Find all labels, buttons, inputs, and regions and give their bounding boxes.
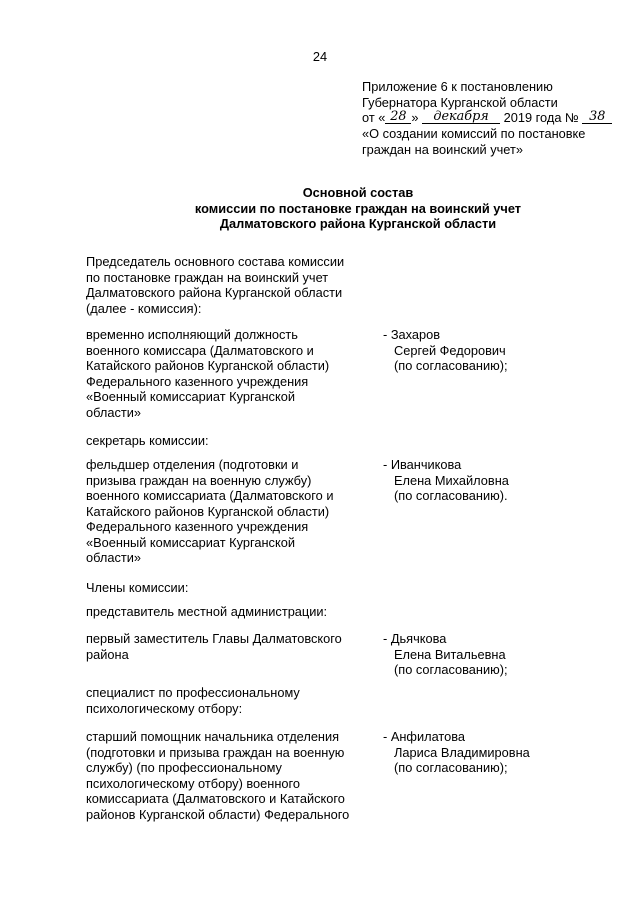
position-line: Федерального казенного учреждения xyxy=(86,519,309,534)
name-given: Елена Михайловна xyxy=(394,472,509,488)
chairman-line: Далматовского района Курганской области xyxy=(86,285,343,300)
entry-position xyxy=(86,631,376,662)
position-line: (подготовки и призыва граждан на военную xyxy=(86,744,345,760)
name-given: Сергей Федорович xyxy=(394,342,506,358)
position-line: военного комиссара (Далматовского и xyxy=(86,342,314,358)
position-line: Федерального казенного учреждения xyxy=(86,373,309,389)
position-line: «Военный комиссариат Курганской xyxy=(86,389,295,404)
psych-line: психологическому отбору: xyxy=(86,700,243,716)
position-line: области» xyxy=(86,550,141,565)
date-quote: » xyxy=(411,110,419,125)
name-surname: - Анфилатова xyxy=(383,729,466,744)
position-line: района xyxy=(86,646,129,662)
name-surname: - Иванчикова xyxy=(383,457,462,472)
psych-label xyxy=(86,685,300,716)
title-line: Основной состав xyxy=(302,185,414,200)
position-line: фельдшер отделения (подготовки и xyxy=(86,457,299,472)
chairman-line: Председатель основного состава комиссии xyxy=(86,254,345,269)
position-line: старший помощник начальника отделения xyxy=(86,729,340,744)
entry-position xyxy=(86,327,376,420)
name-note: (по согласованию); xyxy=(394,662,508,677)
name-surname: - Дьячкова xyxy=(383,631,447,646)
name-given: Елена Витальевна xyxy=(394,646,506,662)
handwritten-number: 38 xyxy=(582,110,612,124)
name-note: (по согласованию); xyxy=(394,760,508,775)
position-line: области» xyxy=(86,404,141,420)
date-prefix: от « xyxy=(362,110,386,125)
position-line: Катайского районов Курганской области) xyxy=(86,503,330,519)
page-number: 24 xyxy=(312,49,328,64)
appendix-line: «О создании комиссий по постановке xyxy=(362,126,586,141)
members-label: Члены комиссии: xyxy=(86,580,189,595)
entry-name xyxy=(383,457,623,504)
position-line: службу) (по профессиональному xyxy=(86,760,282,775)
appendix-header xyxy=(362,79,622,157)
appendix-line: граждан на воинский учет» xyxy=(362,141,523,157)
position-line: психологическому отбору) военного xyxy=(86,775,301,791)
psych-line: специалист по профессиональному xyxy=(86,685,300,700)
appendix-line: Приложение 6 к постановлению xyxy=(362,79,553,94)
title-line: комиссии по постановке граждан на воинский учет xyxy=(194,200,522,216)
name-note: (по согласованию); xyxy=(394,358,508,373)
name-given: Лариса Владимировна xyxy=(394,744,530,760)
local-admin-label: представитель местной администрации: xyxy=(86,604,328,619)
position-line: временно исполняющий должность xyxy=(86,327,298,342)
date-year: 2019 года № xyxy=(503,110,579,125)
handwritten-month: декабря xyxy=(422,110,500,124)
name-note: (по согласованию). xyxy=(394,488,508,503)
position-line: районов Курганской области) Федерального xyxy=(86,806,350,822)
appendix-date-line xyxy=(362,110,622,126)
entry-name xyxy=(383,729,623,776)
chairman-line: (далее - комиссия): xyxy=(86,300,202,316)
position-line: военного комиссариата (Далматовского и xyxy=(86,488,334,503)
chairman-label xyxy=(86,254,386,316)
position-line: первый заместитель Главы Далматовского xyxy=(86,631,342,646)
position-line: комиссариата (Далматовского и Катайского xyxy=(86,791,345,806)
entry-name xyxy=(383,327,623,374)
entry-name xyxy=(383,631,623,678)
appendix-line: Губернатора Курганской области xyxy=(362,94,558,110)
chairman-line: по постановке граждан на воинский учет xyxy=(86,269,329,285)
entry-position xyxy=(86,457,376,566)
document-title xyxy=(0,185,640,232)
title-line: Далматовского района Курганской области xyxy=(219,216,497,231)
position-line: «Военный комиссариат Курганской xyxy=(86,534,295,550)
handwritten-day: 28 xyxy=(385,110,411,124)
name-surname: - Захаров xyxy=(383,327,441,342)
position-line: призыва граждан на военную службу) xyxy=(86,472,312,488)
position-line: Катайского районов Курганской области) xyxy=(86,358,330,373)
secretary-label: секретарь комиссии: xyxy=(86,433,209,448)
entry-position xyxy=(86,729,376,822)
